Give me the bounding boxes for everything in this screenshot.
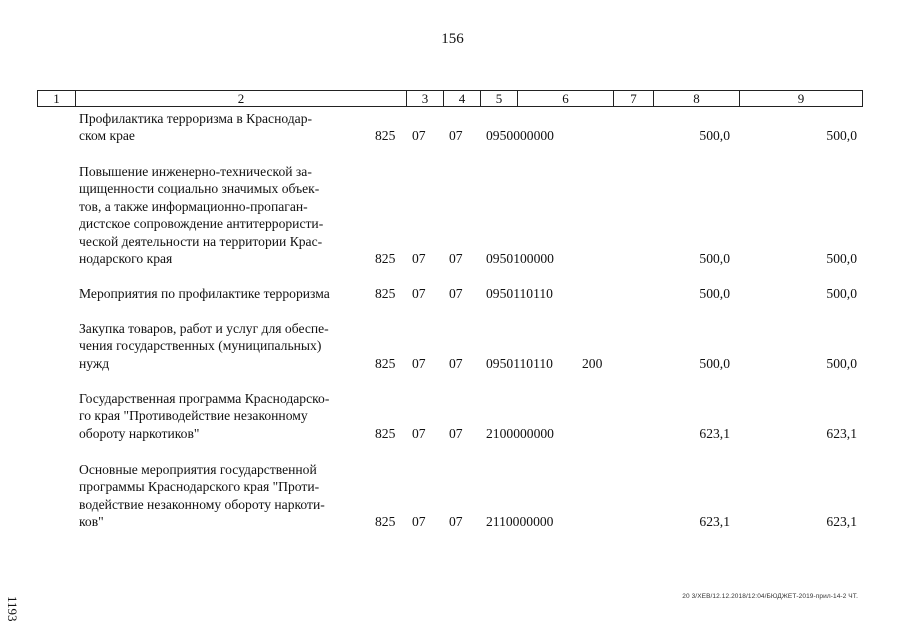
- cell-subsection: 07: [449, 286, 463, 301]
- cell-target-article: 2100000000: [486, 426, 554, 441]
- column-header-4: 4: [443, 91, 480, 106]
- cell-subsection: 07: [449, 426, 463, 441]
- row-description: [79, 390, 364, 442]
- cell-expense-type: 200: [582, 356, 603, 371]
- page-number: 156: [441, 31, 464, 47]
- description-line: чения государственных (муниципальных): [79, 338, 322, 354]
- cell-section: 07: [412, 128, 426, 144]
- cell-ministry: 825: [375, 514, 396, 529]
- cell-section: 07: [412, 251, 426, 266]
- cell-subsection: 07: [449, 356, 463, 371]
- description-line: ском крае: [79, 128, 135, 144]
- cell-section: 07: [412, 426, 426, 441]
- description-line: обороту наркотиков": [79, 425, 200, 441]
- description-line: водействие незаконному обороту наркоти-: [79, 496, 325, 512]
- cell-amount-2020: 500,0: [826, 251, 857, 266]
- row-description: [79, 320, 364, 372]
- cell-target-article: 0950100000: [486, 251, 554, 266]
- description-line: ческой деятельности на территории Крас-: [79, 233, 323, 249]
- description-line: щищенности социально значимых объек-: [79, 181, 320, 197]
- cell-target-article: 0950110110: [486, 356, 553, 371]
- cell-subsection: 07: [449, 514, 463, 529]
- table-header-row: [37, 90, 863, 107]
- cell-target-article: 2110000000: [486, 514, 554, 529]
- description-line: тов, а также информационно-пропаган-: [79, 198, 308, 214]
- cell-target-article: 0950110110: [486, 286, 553, 301]
- cell-section: 07: [412, 356, 426, 371]
- row-description: [79, 461, 364, 531]
- cell-ministry: 825: [375, 356, 396, 371]
- cell-subsection: 07: [449, 128, 463, 144]
- cell-amount-2020: 500,0: [826, 128, 857, 144]
- margin-page-number: 1193: [5, 596, 20, 622]
- row-description: [79, 285, 364, 302]
- cell-amount-2019: 500,0: [699, 356, 730, 371]
- column-header-5: 5: [480, 91, 517, 106]
- cell-amount-2019: 623,1: [699, 426, 730, 441]
- cell-ministry: 825: [375, 286, 396, 301]
- cell-section: 07: [412, 514, 426, 529]
- footer-document-code: 20 3/ХЕВ/12.12.2018/12:04/БЮДЖЕТ-2019-прил-14-2 ЧТ.: [682, 593, 858, 600]
- description-line: Повышение инженерно-технической за-: [79, 164, 312, 179]
- column-header-3: 3: [406, 91, 443, 106]
- cell-amount-2019: 500,0: [699, 251, 730, 266]
- cell-amount-2020: 623,1: [826, 426, 857, 441]
- cell-amount-2020: 500,0: [826, 356, 857, 371]
- cell-amount-2019: 500,0: [699, 286, 730, 301]
- cell-subsection: 07: [449, 251, 463, 266]
- cell-amount-2019: 500,0: [699, 128, 730, 144]
- cell-amount-2020: 500,0: [826, 286, 857, 301]
- description-line: Государственная программа Краснодарско-: [79, 391, 330, 406]
- column-header-2: 2: [75, 91, 406, 106]
- description-line: Профилактика терроризма в Краснодар-: [79, 111, 313, 126]
- cell-ministry: 825: [375, 426, 396, 441]
- column-header-6: 6: [517, 91, 613, 106]
- cell-amount-2020: 623,1: [826, 514, 857, 529]
- description-line: нодарского края: [79, 251, 173, 267]
- cell-ministry: 825: [375, 128, 396, 144]
- description-line: Закупка товаров, работ и услуг для обеспе-: [79, 321, 329, 336]
- row-description: [79, 163, 364, 267]
- cell-ministry: 825: [375, 251, 396, 266]
- description-line: Основные мероприятия государственной: [79, 462, 317, 477]
- description-line: дистское сопровождение антитеррористи-: [79, 216, 324, 232]
- column-header-8: 8: [653, 91, 739, 106]
- description-line: программы Краснодарского края "Проти-: [79, 479, 320, 495]
- column-header-9: 9: [739, 91, 862, 106]
- column-header-1: 1: [53, 91, 60, 106]
- column-header-7: 7: [613, 91, 653, 106]
- description-line: Мероприятия по профилактике терроризма: [79, 286, 330, 301]
- description-line: ков": [79, 514, 104, 530]
- cell-target-article: 0950000000: [486, 128, 554, 144]
- row-description: [79, 110, 364, 145]
- cell-section: 07: [412, 286, 426, 301]
- description-line: го края "Противодействие незаконному: [79, 408, 308, 424]
- cell-amount-2019: 623,1: [699, 514, 730, 529]
- description-line: нужд: [79, 355, 110, 371]
